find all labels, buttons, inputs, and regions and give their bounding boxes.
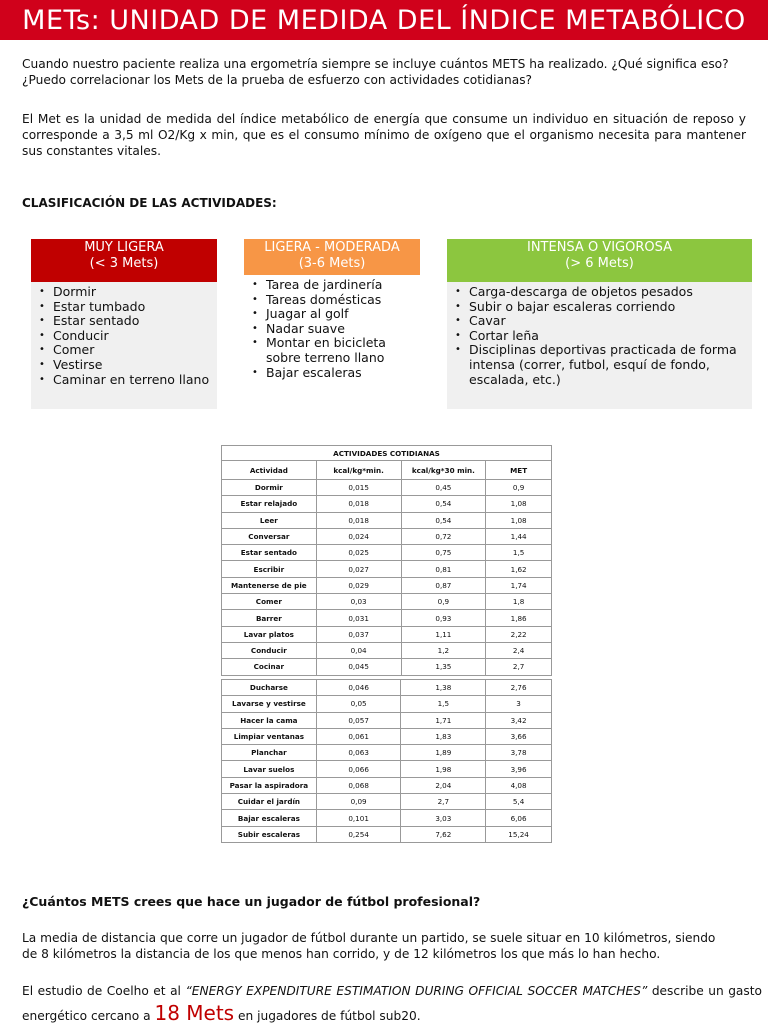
value-cell: 0,027 [316,561,401,577]
box-ligera-moderada-header [244,239,420,275]
list-item: • Nadar suave [266,322,420,337]
value-cell: 2,4 [486,642,552,658]
box-ligera-moderada-list [244,278,420,380]
value-cell: 0,54 [401,512,486,528]
value-cell: 3,66 [486,728,552,744]
value-cell: 1,08 [486,496,552,512]
list-item: • Estar tumbado [53,300,217,315]
met-table-part-2 [221,679,552,843]
study-text-middle: describe un gasto energético cercano a [22,984,762,1023]
activity-cell: Lavarse y vestirse [222,696,317,712]
table-row [222,777,552,793]
value-cell: 0,025 [316,545,401,561]
table-row [222,712,552,728]
activity-cell: Hacer la cama [222,712,317,728]
page-title: METs: UNIDAD DE MEDIDA DEL ÍNDICE METABÓLICO [0,0,768,40]
value-cell: 0,029 [316,577,401,593]
value-cell: 0,9 [401,594,486,610]
value-cell: 0,046 [316,680,401,696]
value-cell: 1,08 [486,512,552,528]
value-cell: 1,62 [486,561,552,577]
list-item: • Vestirse [53,358,217,373]
value-cell: 1,83 [401,728,486,744]
table-row [222,594,552,610]
value-cell: 0,45 [401,480,486,496]
activity-cell: Lavar suelos [222,761,317,777]
value-cell: 0,09 [316,794,401,810]
list-item: • Disciplinas deportivas practicada de forma intensa (correr, futbol, esquí de fondo, escalada, etc.) [469,343,742,387]
list-item: • Cavar [469,314,742,329]
table-row [222,528,552,544]
value-cell: 0,93 [401,610,486,626]
list-item: • Juagar al golf [266,307,420,322]
value-cell: 3,42 [486,712,552,728]
value-cell: 0,04 [316,642,401,658]
box-ligera-moderada-subtitle: (3-6 Mets) [298,256,366,271]
value-cell: 0,75 [401,545,486,561]
value-cell: 4,08 [486,777,552,793]
activity-cell: Escribir [222,561,317,577]
activity-cell: Dormir [222,480,317,496]
value-cell: 1,86 [486,610,552,626]
activity-cell: Mantenerse de pie [222,577,317,593]
list-item: • Conducir [53,329,217,344]
box-intensa-vigorosa-subtitle: (> 6 Mets) [565,256,634,271]
value-cell: 0,057 [316,712,401,728]
value-cell: 1,89 [401,745,486,761]
list-item: • Tareas domésticas [266,293,420,308]
table-row [222,696,552,712]
list-item: • Comer [53,343,217,358]
list-item: • Cortar leña [469,329,742,344]
value-cell: 0,05 [316,696,401,712]
box-intensa-vigorosa-title: INTENSA O VIGOROSA [526,240,672,255]
value-cell: 0,81 [401,561,486,577]
activity-cell: Ducharse [222,680,317,696]
value-cell: 1,98 [401,761,486,777]
study-paragraph [22,980,762,1027]
list-item: • Estar sentado [53,314,217,329]
activity-cell: Conducir [222,642,317,658]
study-text-after: en jugadores de fútbol sub20. [234,1009,421,1023]
value-cell: 1,11 [401,626,486,642]
table-row [222,512,552,528]
table-row [222,794,552,810]
question-heading: ¿Cuántos METS crees que hace un jugador de fútbol profesional? [22,894,481,909]
value-cell: 15,24 [486,826,552,842]
intro-paragraph-1: Cuando nuestro paciente realiza una ergometría siempre se incluye cuántos METS ha realizado. ¿Qué significa eso? ¿Puedo correlacionar los Mets de la prueba de esfuerzo con actividades cotidianas? [22,57,729,87]
box-muy-ligera-subtitle: (< 3 Mets) [89,256,159,271]
column-header: Actividad [222,461,317,480]
activity-cell: Cocinar [222,659,317,675]
table-row [222,480,552,496]
table-row [222,810,552,826]
value-cell: 0,031 [316,610,401,626]
value-cell: 1,38 [401,680,486,696]
value-cell: 1,35 [401,659,486,675]
value-cell: 0,87 [401,577,486,593]
value-cell: 5,4 [486,794,552,810]
table-row [222,745,552,761]
value-cell: 0,03 [316,594,401,610]
table-row [222,659,552,675]
study-title: “ENERGY EXPENDITURE ESTIMATION DURING OFFICIAL SOCCER MATCHES” [185,984,648,998]
table-row [222,561,552,577]
value-cell: 0,018 [316,512,401,528]
list-item: • Bajar escaleras [266,366,420,381]
value-cell: 3 [486,696,552,712]
value-cell: 0,72 [401,528,486,544]
list-item: • Montar en bicicleta sobre terreno llano [266,336,420,365]
table-row [222,642,552,658]
value-cell: 0,045 [316,659,401,675]
value-cell: 2,7 [401,794,486,810]
list-item: • Tarea de jardinería [266,278,420,293]
column-header: kcal/kg*min. [316,461,401,480]
value-cell: 6,06 [486,810,552,826]
table-row [222,610,552,626]
activity-cell: Estar sentado [222,545,317,561]
box-muy-ligera [31,239,217,409]
value-cell: 0,101 [316,810,401,826]
activity-cell: Planchar [222,745,317,761]
list-item: • Dormir [53,285,217,300]
box-ligera-moderada [244,239,420,384]
box-muy-ligera-list [31,285,217,387]
value-cell: 3,03 [401,810,486,826]
value-cell: 1,2 [401,642,486,658]
study-text-before: El estudio de Coelho et al [22,984,186,998]
activity-cell: Conversar [222,528,317,544]
table-row [222,728,552,744]
mets-highlight: 18 Mets [154,1001,235,1025]
table-row [222,577,552,593]
activity-cell: Bajar escaleras [222,810,317,826]
value-cell: 0,254 [316,826,401,842]
table-row [222,761,552,777]
value-cell: 1,44 [486,528,552,544]
value-cell: 2,22 [486,626,552,642]
value-cell: 0,063 [316,745,401,761]
value-cell: 1,71 [401,712,486,728]
activity-cell: Limpiar ventanas [222,728,317,744]
box-muy-ligera-header [31,239,217,282]
activity-cell: Comer [222,594,317,610]
column-header: kcal/kg*30 min. [401,461,486,480]
value-cell: 3,96 [486,761,552,777]
met-table-part-1 [221,445,552,676]
list-item: • Carga-descarga de objetos pesados [469,285,742,300]
value-cell: 1,74 [486,577,552,593]
activity-cell: Estar relajado [222,496,317,512]
list-item: • Subir o bajar escaleras corriendo [469,300,742,315]
value-cell: 2,7 [486,659,552,675]
value-cell: 0,018 [316,496,401,512]
box-intensa-vigorosa-header [447,239,752,282]
distance-paragraph: La media de distancia que corre un jugador de fútbol durante un partido, se suele situar en 10 kilómetros, siendo de 8 kilómetros la distancia de los que menos han corrido, y de 12 kilómetros los que más lo han hecho. [22,931,716,961]
table-row [222,626,552,642]
activity-cell: Subir escaleras [222,826,317,842]
table-caption: ACTIVIDADES COTIDIANAS [222,446,552,461]
value-cell: 1,8 [486,594,552,610]
table-row [222,826,552,842]
value-cell: 0,024 [316,528,401,544]
activity-cell: Pasar la aspiradora [222,777,317,793]
table-row [222,680,552,696]
box-muy-ligera-title: MUY LIGERA [84,240,164,255]
box-intensa-vigorosa-list [447,285,752,387]
value-cell: 0,9 [486,480,552,496]
activity-cell: Cuidar el jardín [222,794,317,810]
table-row [222,545,552,561]
table-row [222,496,552,512]
value-cell: 0,066 [316,761,401,777]
value-cell: 1,5 [401,696,486,712]
intro-paragraph-2: El Met es la unidad de medida del índice metabólico de energía que consume un individuo en situación de reposo y corresponde a 3,5 ml O2/Kg x min, que es el consumo mínimo de oxígeno que el organismo necesita para mantener sus constantes vitales. [22,112,746,158]
box-intensa-vigorosa [447,239,752,409]
value-cell: 0,037 [316,626,401,642]
value-cell: 0,061 [316,728,401,744]
activity-cell: Lavar platos [222,626,317,642]
list-item: • Caminar en terreno llano [53,373,217,388]
activity-cell: Leer [222,512,317,528]
value-cell: 0,015 [316,480,401,496]
value-cell: 2,04 [401,777,486,793]
box-ligera-moderada-title: LIGERA - MODERADA [264,240,400,255]
value-cell: 0,54 [401,496,486,512]
activity-cell: Barrer [222,610,317,626]
value-cell: 1,5 [486,545,552,561]
column-header: MET [486,461,552,480]
classification-heading: CLASIFICACIÓN DE LAS ACTIVIDADES: [22,196,277,210]
value-cell: 7,62 [401,826,486,842]
value-cell: 2,76 [486,680,552,696]
value-cell: 3,78 [486,745,552,761]
value-cell: 0,068 [316,777,401,793]
